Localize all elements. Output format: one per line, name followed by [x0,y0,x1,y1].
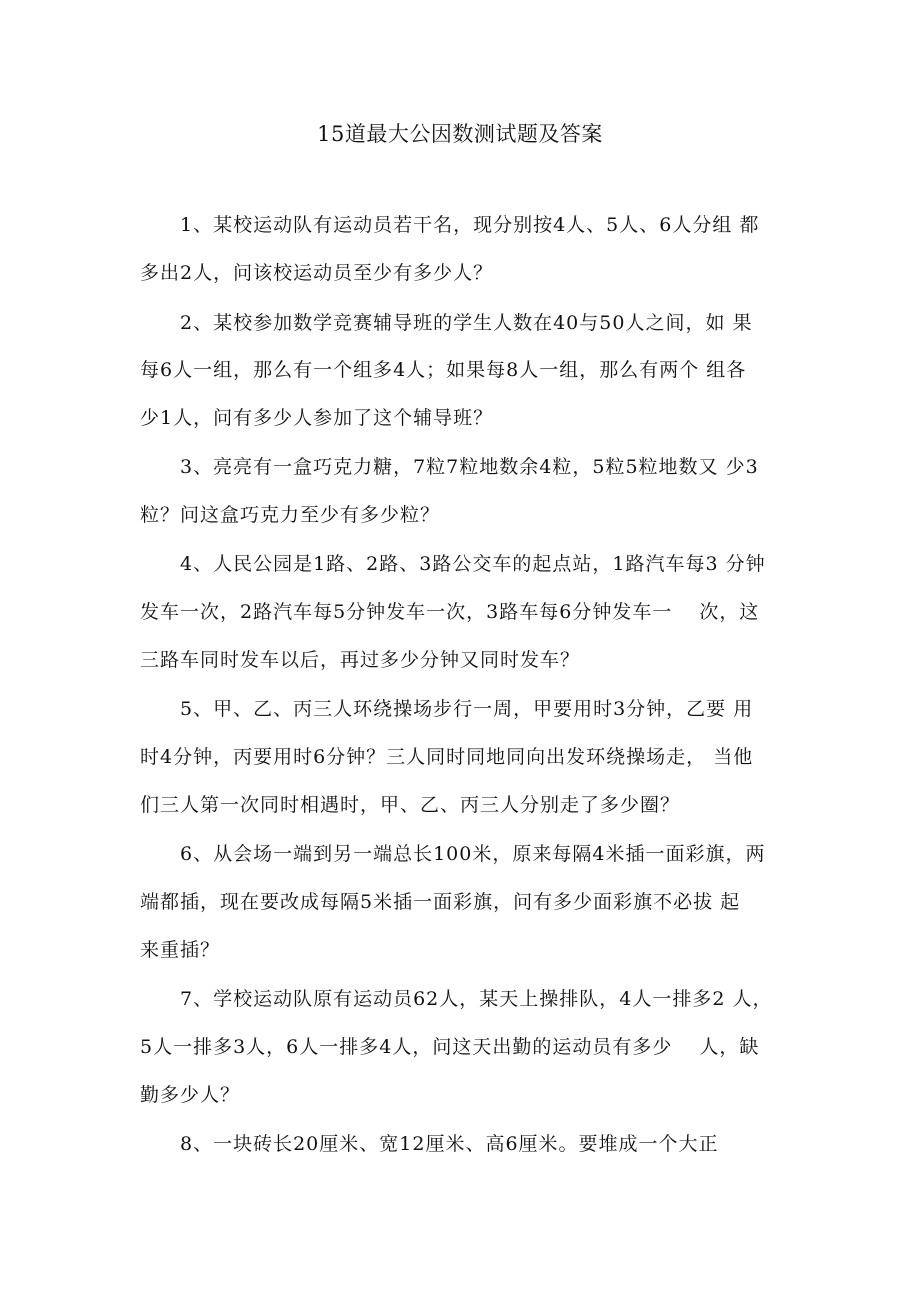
question-1-line-1: 1、某校运动队有运动员若干名，现分别按4人、5人、6人分组 都 [180,214,760,236]
question-6-line-2: 端都插，现在要改成每隔5米插一面彩旗，问有多少面彩旗不必拔 起 [140,891,741,913]
question-6-line-3: 来重插？ [140,939,221,961]
question-5-line-1: 5、甲、乙、丙三人环绕操场步行一周，甲要用时3分钟，乙要 用 [180,698,754,720]
question-6-line-1: 6、从会场一端到另一端总长100米，原来每隔4米插一面彩旗，两 [180,843,766,865]
question-4-line-3: 三路车同时发车以后，再过多少分钟又同时发车？ [140,649,581,671]
question-3-line-2: 粒？问这盒巧克力至少有多少粒？ [140,504,441,526]
question-4-line-2: 发车一次，2路汽车每5分钟发车一次，3路车每6分钟发车一 次，这 [140,601,760,623]
question-7-line-3: 勤多少人？ [140,1084,241,1106]
question-4-line-1: 4、人民公园是1路、2路、3路公交车的起点站，1路汽车每3 分钟 [180,553,766,575]
question-7-line-2: 5人一排多3人，6人一排多4人，问这天出勤的运动员有多少 人，缺 [140,1036,760,1058]
question-5-line-2: 时4分钟，丙要用时6分钟？三人同时同地同向出发环绕操场走， 当他 [140,746,754,768]
question-5-line-3: 们三人第一次同时相遇时，甲、乙、丙三人分别走了多少圈？ [140,794,681,816]
question-3-line-1: 3、亮亮有一盒巧克力糖，7粒7粒地数余4粒，5粒5粒地数又 少3 [180,456,759,478]
question-1-line-2: 多出2人，问该校运动员至少有多少人？ [140,262,494,284]
question-2-line-3: 少1人，问有多少人参加了这个辅导班？ [140,407,494,429]
question-2-line-2: 每6人一组，那么有一个组多4人；如果每8人一组，那么有两个 组各 [140,359,747,381]
question-8-line-1: 8、一块砖长20厘米、宽12厘米、高6厘米。要堆成一个大正 [180,1133,719,1155]
document-title: 15道最大公因数测试题及答案 [317,122,603,146]
question-2-line-1: 2、某校参加数学竞赛辅导班的学生人数在40与50人之间，如 果 [180,312,753,334]
question-7-line-1: 7、学校运动队原有运动员62人，某天上操排队，4人一排多2 人， [180,988,773,1010]
